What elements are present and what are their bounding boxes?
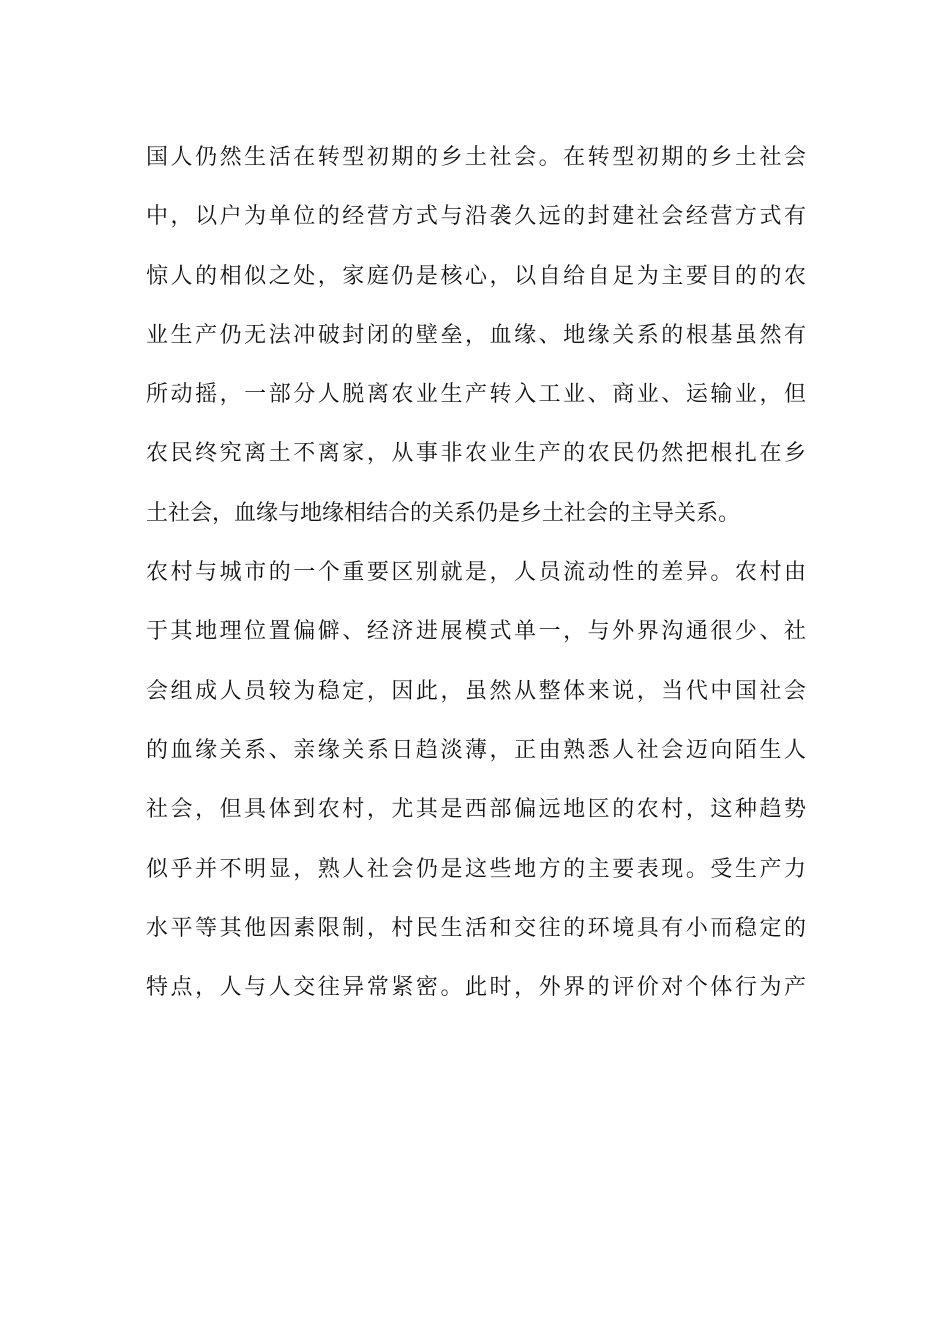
text-line: 农村与城市的一个重要区别就是，人员流动性的差异。农村由 <box>146 560 806 586</box>
text-line: 土社会，血缘与地缘相结合的关系仍是乡土社会的主导关系。 <box>146 500 741 526</box>
text-line: 国人仍然生活在转型初期的乡土社会。在转型初期的乡土社会 <box>146 145 806 170</box>
text-line: 农民终究离土不离家，从事非农业生产的农民仍然把根扎在乡 <box>146 441 806 467</box>
text-line: 业生产仍无法冲破封闭的壁垒，血缘、地缘关系的根基虽然有 <box>146 322 806 348</box>
text-line: 所动摇，一部分人脱离农业生产转入工业、商业、运输业，但 <box>146 382 806 408</box>
text-line: 会组成人员较为稳定，因此，虽然从整体来说，当代中国社会 <box>146 678 806 704</box>
text-line: 中，以户为单位的经营方式与沿袭久远的封建社会经营方式有 <box>146 204 806 230</box>
body-text <box>146 128 806 1017</box>
text-line: 似乎并不明显，熟人社会仍是这些地方的主要表现。受生产力 <box>146 856 806 882</box>
text-line: 惊人的相似之处，家庭仍是核心，以自给自足为主要目的的农 <box>146 263 806 289</box>
text-line: 特点，人与人交往异常紧密。此时，外界的评价对个体行为产 <box>146 975 806 1001</box>
text-line: 水平等其他因素限制，村民生活和交往的环境具有小而稳定的 <box>146 915 806 941</box>
text-line: 社会，但具体到农村，尤其是西部偏远地区的农村，这种趋势 <box>146 797 806 823</box>
text-line: 于其地理位置偏僻、经济进展模式单一，与外界沟通很少、社 <box>146 619 806 645</box>
text-line: 的血缘关系、亲缘关系日趋淡薄，正由熟悉人社会迈向陌生人 <box>146 737 806 763</box>
